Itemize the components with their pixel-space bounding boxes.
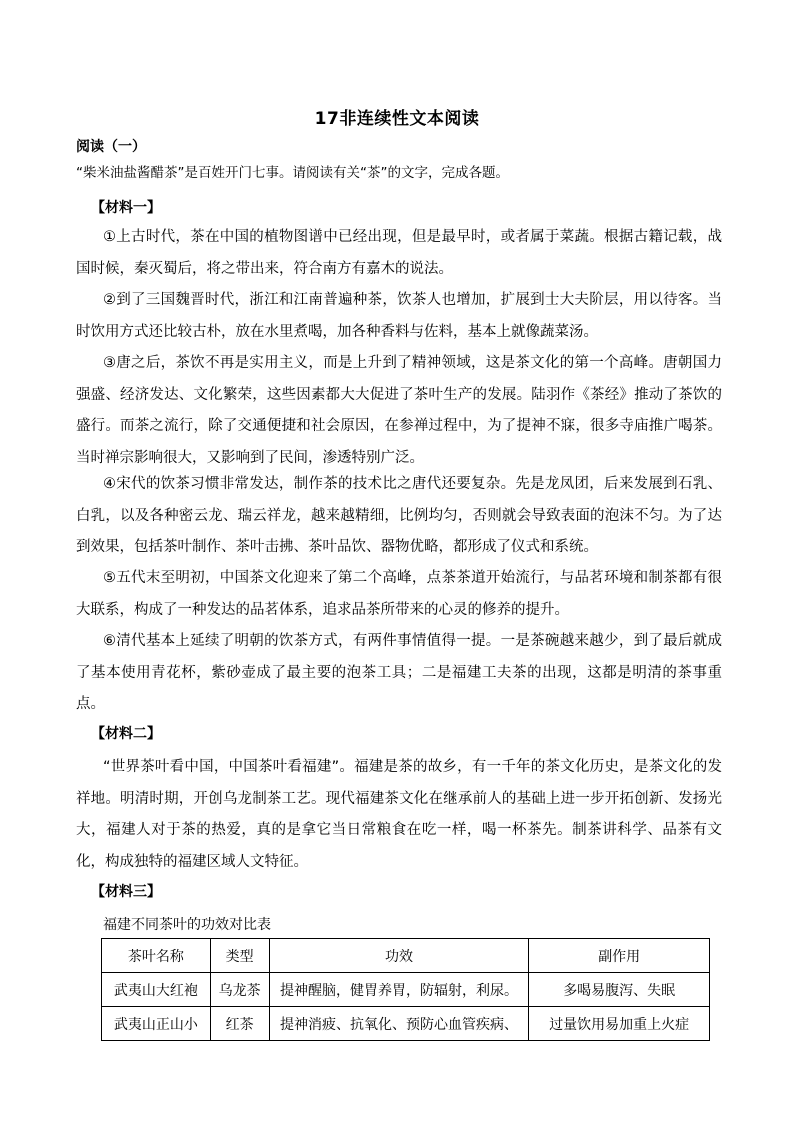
- section-heading: 阅读（一）: [76, 139, 146, 155]
- cell-effects: 提神消疲、抗氧化、预防心血管疾病、: [269, 1007, 529, 1041]
- table-row: [102, 1007, 710, 1041]
- cell-tea-name: 武夷山大红袍: [102, 973, 211, 1007]
- material2-heading: 【材料二】: [91, 726, 161, 742]
- table-row: [102, 973, 710, 1007]
- material1-paragraph-5: ⑤五代末至明初，中国茶文化迎来了第二个高峰，点茶茶道开始流行，与品茗环境和制茶都有很大联系，构成了一种发达的品茗体系，追求品茶所带来的心灵的修养的提升。: [76, 570, 722, 618]
- material1-paragraph-2: ②到了三国魏晋时代，浙江和江南普遍种茶，饮茶人也增加，扩展到士大夫阶层，用以待客。当时饮用方式还比较古朴，放在水里煮喝，加各种香料与佐料，基本上就像蔬菜汤。: [76, 292, 722, 340]
- column-header-effects: 功效: [269, 939, 529, 973]
- cell-effects: 提神醒脑，健胃养胃，防辐射，利尿。: [269, 973, 529, 1007]
- material2-paragraph: “世界茶叶看中国，中国茶叶看福建”。福建是茶的故乡，有一千年的茶文化历史，是茶文化的发祥地。明清时期，开创乌龙制茶工艺。现代福建茶文化在继承前人的基础上进一步开拓创新、发扬光大，福建人对于茶的热爱，真的是拿它当日常粮食在吃一样，喝一杯茶先。制茶讲科学、品茶有文化，构成独特的福建区域人文特征。: [76, 759, 722, 870]
- tea-comparison-table: [101, 938, 710, 1041]
- cell-side-effects: 多喝易腹泻、失眠: [529, 973, 710, 1007]
- page-title: 17非连续性文本阅读: [314, 109, 480, 129]
- column-header-side-effects: 副作用: [529, 939, 710, 973]
- material1-paragraph-3: ③唐之后，茶饮不再是实用主义，而是上升到了精神领域，这是茶文化的第一个高峰。唐朝国力强盛、经济发达、文化繁荣，这些因素都大大促进了茶叶生产的发展。陆羽作《茶经》推动了茶饮的盛行。而茶之流行，除了交通便捷和社会原因，在参禅过程中，为了提神不寐，很多寺庙推广喝茶。当时禅宗影响很大，又影响到了民间，渗透特别广泛。: [76, 355, 722, 466]
- cell-side-effects: 过量饮用易加重上火症: [529, 1007, 710, 1041]
- cell-tea-name: 武夷山正山小: [102, 1007, 211, 1041]
- material1-paragraph-1: ①上古时代，茶在中国的植物图谱中已经出现，但是最早时，或者属于菜蔬。根据古籍记载，战国时候，秦灭蜀后，将之带出来，符合南方有嘉木的说法。: [76, 229, 722, 277]
- column-header-tea-name: 茶叶名称: [102, 939, 211, 973]
- table-header-row: [102, 939, 710, 973]
- material1-heading: 【材料一】: [91, 200, 161, 216]
- cell-type: 乌龙茶: [210, 973, 269, 1007]
- material3-heading: 【材料三】: [91, 884, 161, 900]
- table-caption: 福建不同茶叶的功效对比表: [103, 917, 271, 933]
- material1-paragraph-6: ⑥清代基本上延续了明朝的饮茶方式，有两件事情值得一提。一是茶碗越来越少，到了最后就成了基本使用青花杯，紫砂壶成了最主要的泡茶工具；二是福建工夫茶的出现，这都是明清的茶事重点。: [76, 633, 722, 712]
- intro-text: “柴米油盐酱醋茶”是百姓开门七事。请阅读有关“茶”的文字，完成各题。: [76, 165, 509, 181]
- column-header-type: 类型: [210, 939, 269, 973]
- cell-type: 红茶: [210, 1007, 269, 1041]
- material1-paragraph-4: ④宋代的饮茶习惯非常发达，制作茶的技术比之唐代还要复杂。先是龙凤团，后来发展到石乳、白乳，以及各种密云龙、瑞云祥龙，越来越精细，比例均匀，否则就会导致表面的泡沫不匀。为了达到效果，包括茶叶制作、茶叶击拂、茶叶品饮、器物优略，都形成了仪式和系统。: [76, 476, 722, 555]
